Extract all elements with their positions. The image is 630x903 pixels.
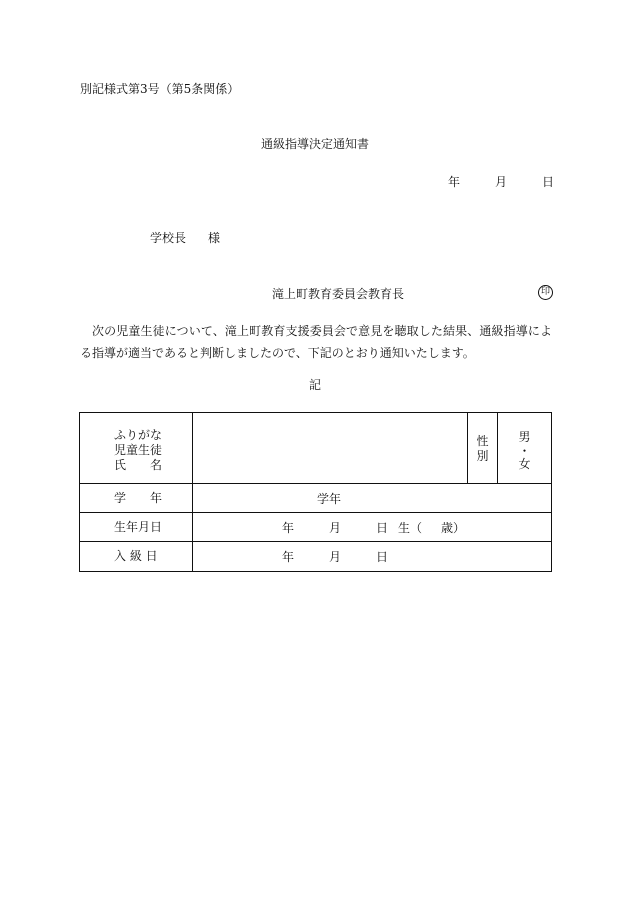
grade-unit: 学年 [317,492,342,506]
birth-year: 年 [282,521,295,535]
form-number: 別記様式第3号（第5条関係） [80,82,240,96]
recipient-role: 学校長 [150,231,187,245]
birth-day: 日 [376,521,389,535]
recipient-honorific: 様 [208,231,221,245]
sex-male: 男 [518,430,531,444]
sex-label-1: 性 [476,434,489,448]
name-label-cell [80,413,193,483]
sender-name: 滝上町教育委員会教育長 [272,287,405,301]
entry-year: 年 [282,550,295,564]
student-info-table [79,412,552,572]
sex-female: 女 [518,457,531,471]
document-title: 通級指導決定通知書 [260,137,369,151]
birthdate-row [80,513,551,542]
entry-label-cell [80,542,193,571]
date-day: 日 [542,175,555,189]
sex-label-cell [467,413,498,483]
entry-day: 日 [376,550,389,564]
name-row [80,413,551,484]
birthdate-value-cell[interactable] [193,513,551,541]
label-name: 氏 名 [114,458,163,472]
sex-dot: ・ [518,444,531,458]
entry-month: 月 [329,550,342,564]
birth-month: 月 [329,521,342,535]
grade-label: 学 年 [114,491,163,505]
entry-date-label: 入 級 日 [114,549,158,563]
grade-row [80,484,551,513]
date-year: 年 [448,175,461,189]
label-student: 児童生徒 [114,443,163,457]
grade-value-cell[interactable] [193,484,551,512]
birth-age: 歳） [441,521,466,535]
grade-label-cell [80,484,193,512]
seal-mark: 印 [538,285,553,300]
sex-options-cell[interactable] [498,413,551,483]
entry-value-cell[interactable] [193,542,551,571]
birth-marker: 生（ [398,521,423,535]
entry-date-row [80,542,551,571]
birthdate-label-cell [80,513,193,541]
notice-body: 次の児童生徒について、滝上町教育支援委員会で意見を聴取した結果、通級指導による指導が適当であると判断しましたので、下記のとおり通知いたします。 [80,324,552,360]
sex-label-2: 別 [476,449,489,463]
date-line [440,175,555,189]
label-furigana: ふりがな [114,428,163,442]
ki-heading: 記 [308,378,321,392]
birthdate-label: 生年月日 [114,520,163,534]
date-month: 月 [495,175,508,189]
